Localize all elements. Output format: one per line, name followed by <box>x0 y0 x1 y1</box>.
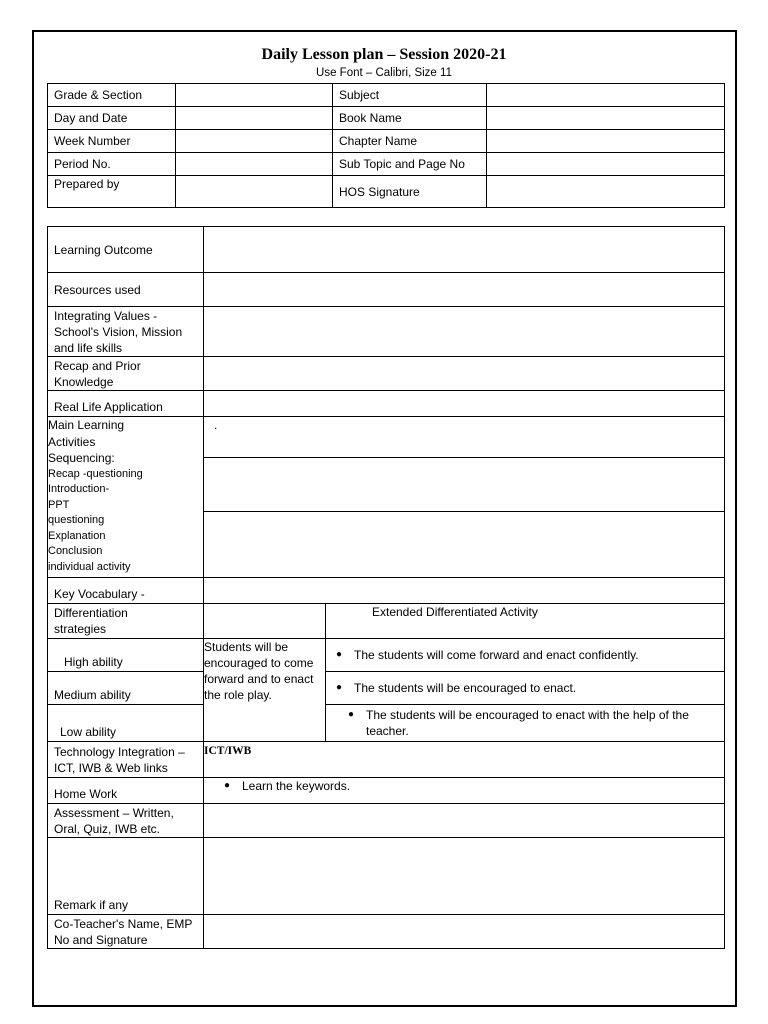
low-activity-text: The students will be encouraged to enact with the help of the teacher. <box>366 708 689 738</box>
sequence-item: PPT <box>48 498 70 511</box>
page-title: Daily Lesson plan – Session 2020-21 <box>261 46 507 63</box>
table-row <box>48 578 725 604</box>
home-work-field[interactable] <box>204 778 725 804</box>
main-activity-field-3[interactable] <box>204 512 725 578</box>
resources-used-field[interactable] <box>204 273 725 307</box>
grade-section-field[interactable] <box>176 84 333 107</box>
differentiation-label: Differentiation strategies <box>48 604 204 639</box>
real-life-label: Real Life Application <box>48 391 204 417</box>
table-row <box>48 604 725 639</box>
key-vocabulary-field[interactable] <box>204 578 725 604</box>
subject-label: Subject <box>333 84 487 107</box>
table-row <box>48 915 725 949</box>
medium-activity <box>326 672 725 705</box>
resources-used-label: Resources used <box>48 273 204 307</box>
extended-activity-header: Extended Differentiated Activity <box>326 604 725 639</box>
assessment-field[interactable] <box>204 804 725 838</box>
period-no-label: Period No. <box>48 153 176 176</box>
technology-value: ICT/IWB <box>204 745 252 757</box>
medium-ability-label: Medium ability <box>48 672 204 705</box>
sequence-item: Explanation <box>48 529 106 542</box>
hos-signature-label: HOS Signature <box>333 176 487 208</box>
key-vocabulary-label: Key Vocabulary - <box>48 578 204 604</box>
subject-field[interactable] <box>487 84 725 107</box>
high-ability-label: High ability <box>48 639 204 672</box>
period-no-field[interactable] <box>176 153 333 176</box>
co-teacher-label: Co-Teacher's Name, EMP No and Signature <box>48 915 204 949</box>
sub-topic-field[interactable] <box>487 153 725 176</box>
learning-outcome-field[interactable] <box>204 227 725 273</box>
chapter-name-label: Chapter Name <box>333 130 487 153</box>
remark-field[interactable] <box>204 838 725 915</box>
week-number-field[interactable] <box>176 130 333 153</box>
page-subtitle: Use Font – Calibri, Size 11 <box>316 67 452 79</box>
table-row <box>48 838 725 915</box>
recap-prior-field[interactable] <box>204 357 725 391</box>
table-row <box>48 176 725 208</box>
table-row <box>48 153 725 176</box>
main-activities-heading-2: Activities <box>48 434 96 449</box>
table-row <box>48 357 725 391</box>
assessment-label: Assessment – Written, Oral, Quiz, IWB etc. <box>48 804 204 838</box>
table-row <box>48 107 725 130</box>
sequence-item: Recap -questioning <box>48 467 143 480</box>
table-row <box>48 804 725 838</box>
table-row <box>48 417 725 458</box>
learning-outcome-label: Learning Outcome <box>48 227 204 273</box>
co-teacher-field[interactable] <box>204 915 725 949</box>
home-work-label: Home Work <box>48 778 204 804</box>
bullet-icon: ● <box>224 780 231 791</box>
table-row <box>48 778 725 804</box>
integrating-values-field[interactable] <box>204 307 725 357</box>
sequence-item: Introduction- <box>48 483 110 495</box>
sequence-item: Conclusion <box>48 545 103 557</box>
ability-text: Students will be encouraged to come forward and to enact the role play. <box>204 639 326 742</box>
medium-activity-text: The students will be encouraged to enact. <box>354 681 577 695</box>
technology-label: Technology Integration – ICT, IWB & Web links <box>48 742 204 778</box>
table-row <box>48 84 725 107</box>
table-row <box>48 705 725 742</box>
high-activity <box>326 639 725 672</box>
table-row <box>48 639 725 672</box>
main-activities-label <box>48 417 204 578</box>
prepared-by-field[interactable] <box>176 176 333 208</box>
week-number-label: Week Number <box>48 130 176 153</box>
differentiation-field[interactable] <box>204 604 326 639</box>
table-row <box>48 742 725 778</box>
remark-label: Remark if any <box>48 838 204 915</box>
bullet-icon: ● <box>336 682 343 693</box>
grade-section-label: Grade & Section <box>48 84 176 107</box>
book-name-field[interactable] <box>487 107 725 130</box>
prepared-by-label: Prepared by <box>48 176 176 208</box>
table-row <box>48 307 725 357</box>
real-life-field[interactable] <box>204 391 725 417</box>
info-table <box>47 83 725 208</box>
table-row <box>48 227 725 273</box>
day-date-label: Day and Date <box>48 107 176 130</box>
book-name-label: Book Name <box>333 107 487 130</box>
integrating-values-label: Integrating Values - School's Vision, Mission and life skills <box>48 307 204 357</box>
sequence-item: questioning <box>48 514 105 526</box>
chapter-name-field[interactable] <box>487 130 725 153</box>
main-activity-field-2[interactable] <box>204 458 725 512</box>
lesson-plan-table <box>47 226 725 949</box>
table-row <box>48 672 725 705</box>
table-row <box>48 130 725 153</box>
low-ability-label: Low ability <box>48 705 204 742</box>
table-row <box>48 391 725 417</box>
main-activities-heading-3: Sequencing: <box>48 451 115 465</box>
main-activity-field-1[interactable] <box>204 417 725 458</box>
hos-signature-field[interactable] <box>487 176 725 208</box>
sequence-item: individual activity <box>48 560 131 573</box>
home-work-value: Learn the keywords. <box>242 779 351 793</box>
day-date-field[interactable] <box>176 107 333 130</box>
technology-field[interactable] <box>204 742 725 778</box>
high-activity-text: The students will come forward and enact confidently. <box>354 648 639 662</box>
recap-prior-label: Recap and Prior Knowledge <box>48 357 204 391</box>
bullet-icon: ● <box>336 649 343 660</box>
main-activities-heading-1: Main Learning <box>48 418 125 432</box>
activity-dot: . <box>214 418 218 432</box>
bullet-icon: ● <box>348 709 355 720</box>
low-activity <box>326 705 725 742</box>
table-row <box>48 273 725 307</box>
sub-topic-label: Sub Topic and Page No <box>333 153 487 176</box>
